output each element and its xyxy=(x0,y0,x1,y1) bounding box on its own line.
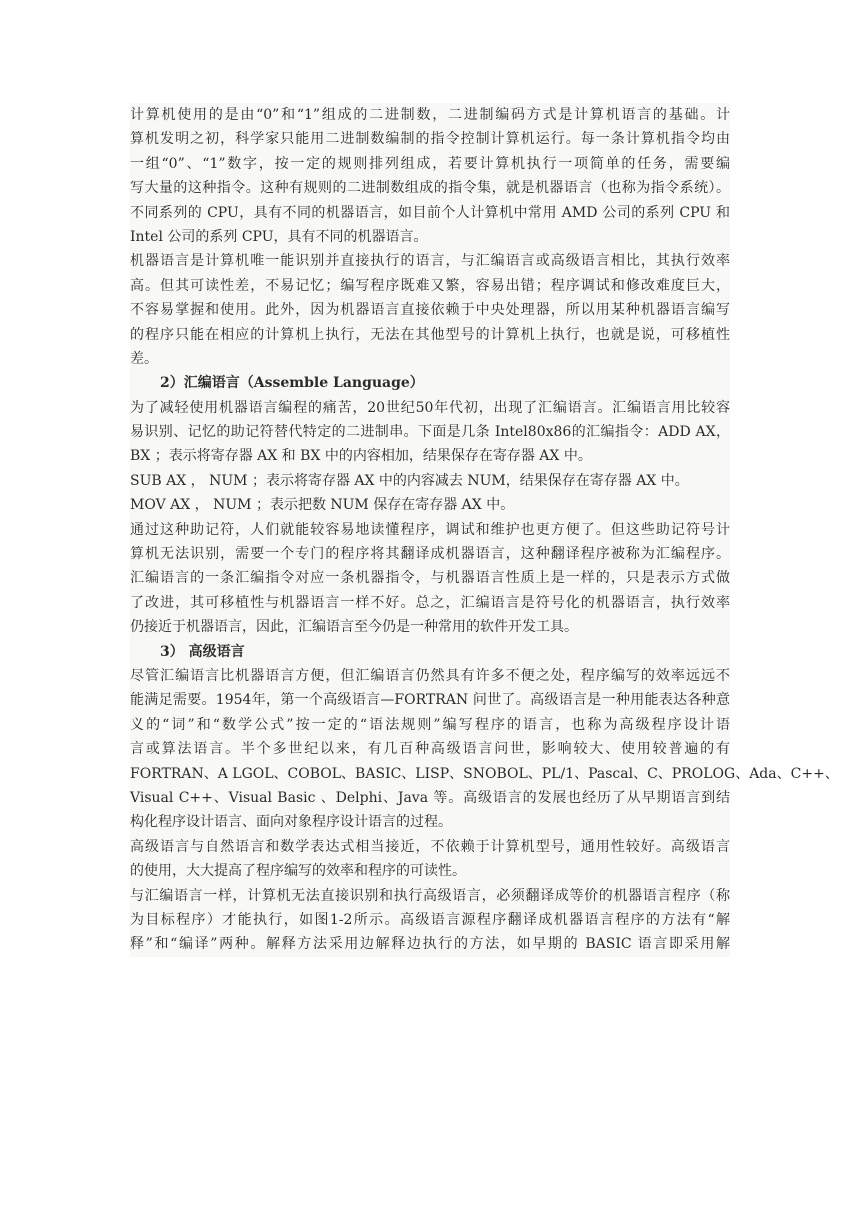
text-line: 算机发明之初，科学家只能用二进制数编制的指令控制计算机运行。每一条计算机指令均由 xyxy=(130,131,730,148)
text-line: 易识别、记忆的助记符替代特定的二进制串。下面是几条 Intel80x86的汇编指令：ADD AX， xyxy=(130,424,730,441)
text-line: 言或算法语言。半个多世纪以来，有几百种高级语言问世，影响较大、使用较普遍的有 xyxy=(130,741,730,758)
text-line: 高。但其可读性差，不易记忆；编写程序既难又繁，容易出错；程序调试和修改难度巨大， xyxy=(130,277,730,294)
text-line: 写大量的这种指令。这种有规则的二进制数组成的指令集，就是机器语言（也称为指令系统）。 xyxy=(130,180,730,197)
text-line: BX ；表示将寄存器 AX 和 BX 中的内容相加，结果保存在寄存器 AX 中。 xyxy=(130,448,592,465)
document-body xyxy=(130,103,839,957)
text-line: 机器语言是计算机唯一能识别并直接执行的语言，与汇编语言或高级语言相比，其执行效率 xyxy=(130,253,730,270)
text-line: Visual C++、Visual Basic 、Delphi、Java 等。高级语言的发展也经历了从早期语言到结 xyxy=(130,789,730,806)
text-line: 计算机使用的是由“0”和“1”组成的二进制数，二进制编码方式是计算机语言的基础。计 xyxy=(130,107,730,123)
text-line: 了改进，其可移植性与机器语言一样不好。总之，汇编语言是符号化的机器语言，执行效率 xyxy=(130,594,730,611)
text-line: 义的“词”和“数学公式”按一定的“语法规则”编写程序的语言，也称为高级程序设计语 xyxy=(130,716,730,733)
section-heading: 3） 高级语言 xyxy=(160,643,245,660)
text-line: SUB AX ， NUM ；表示将寄存器 AX 中的内容减去 NUM，结果保存在寄存器 AX 中。 xyxy=(130,472,689,489)
text-line: 的程序只能在相应的计算机上执行，无法在其他型号的计算机上执行，也就是说，可移植性 xyxy=(130,326,730,343)
text-line: 的使用，大大提高了程序编写的效率和程序的可读性。 xyxy=(130,863,466,880)
text-line: 通过这种助记符，人们就能较容易地读懂程序，调试和维护也更方便了。但这些助记符号计 xyxy=(130,521,730,538)
text-line: 与汇编语言一样，计算机无法直接识别和执行高级语言，必须翻译成等价的机器语言程序（称 xyxy=(130,887,730,904)
text-line: MOV AX ， NUM ；表示把数 NUM 保存在寄存器 AX 中。 xyxy=(130,497,515,514)
text-line: 一组“0”、“1”数字，按一定的规则排列组成，若要计算机执行一项简单的任务，需要编 xyxy=(130,155,730,172)
text-line: 为目标程序）才能执行，如图1-2所示。高级语言源程序翻译成机器语言程序的方法有“解 xyxy=(130,911,730,928)
text-line: 差。 xyxy=(130,350,158,367)
text-line: 能满足需要。1954年，第一个高级语言—FORTRAN 问世了。高级语言是一种用能表达各种意 xyxy=(130,692,730,709)
text-line: 算机无法识别，需要一个专门的程序将其翻译成机器语言，这种翻译程序被称为汇编程序。 xyxy=(130,546,730,563)
text-line: 不容易掌握和使用。此外，因为机器语言直接依赖于中央处理器，所以用某种机器语言编写 xyxy=(130,302,730,319)
text-line: Intel 公司的系列 CPU，具有不同的机器语言。 xyxy=(130,228,428,245)
text-line: 汇编语言的一条汇编指令对应一条机器指令，与机器语言性质上是一样的，只是表示方式做 xyxy=(130,570,730,587)
text-line: 构化程序设计语言、面向对象程序设计语言的过程。 xyxy=(130,814,452,831)
section-heading: 2）汇编语言（Assemble Language） xyxy=(160,375,424,392)
text-line: 仍接近于机器语言，因此，汇编语言至今仍是一种常用的软件开发工具。 xyxy=(130,619,578,636)
text-line: FORTRAN、A LGOL、COBOL、BASIC、LISP、SNOBOL、PL/1、Pascal、C、PROLOG、Ada、C++、 xyxy=(130,765,839,782)
text-line: 尽管汇编语言比机器语言方便，但汇编语言仍然具有许多不便之处，程序编写的效率远远不 xyxy=(130,667,730,684)
text-line: 不同系列的 CPU，具有不同的机器语言，如目前个人计算机中常用 AMD 公司的系列 CPU 和 xyxy=(130,204,730,221)
text-line: 高级语言与自然语言和数学表达式相当接近，不依赖于计算机型号，通用性较好。高级语言 xyxy=(130,838,730,855)
text-line: 为了减轻使用机器语言编程的痛苦，20世纪50年代初，出现了汇编语言。汇编语言用比较容 xyxy=(130,399,730,416)
text-line: 释”和“编译”两种。解释方法采用边解释边执行的方法，如早期的 BASIC 语言即采用解 xyxy=(130,936,730,953)
